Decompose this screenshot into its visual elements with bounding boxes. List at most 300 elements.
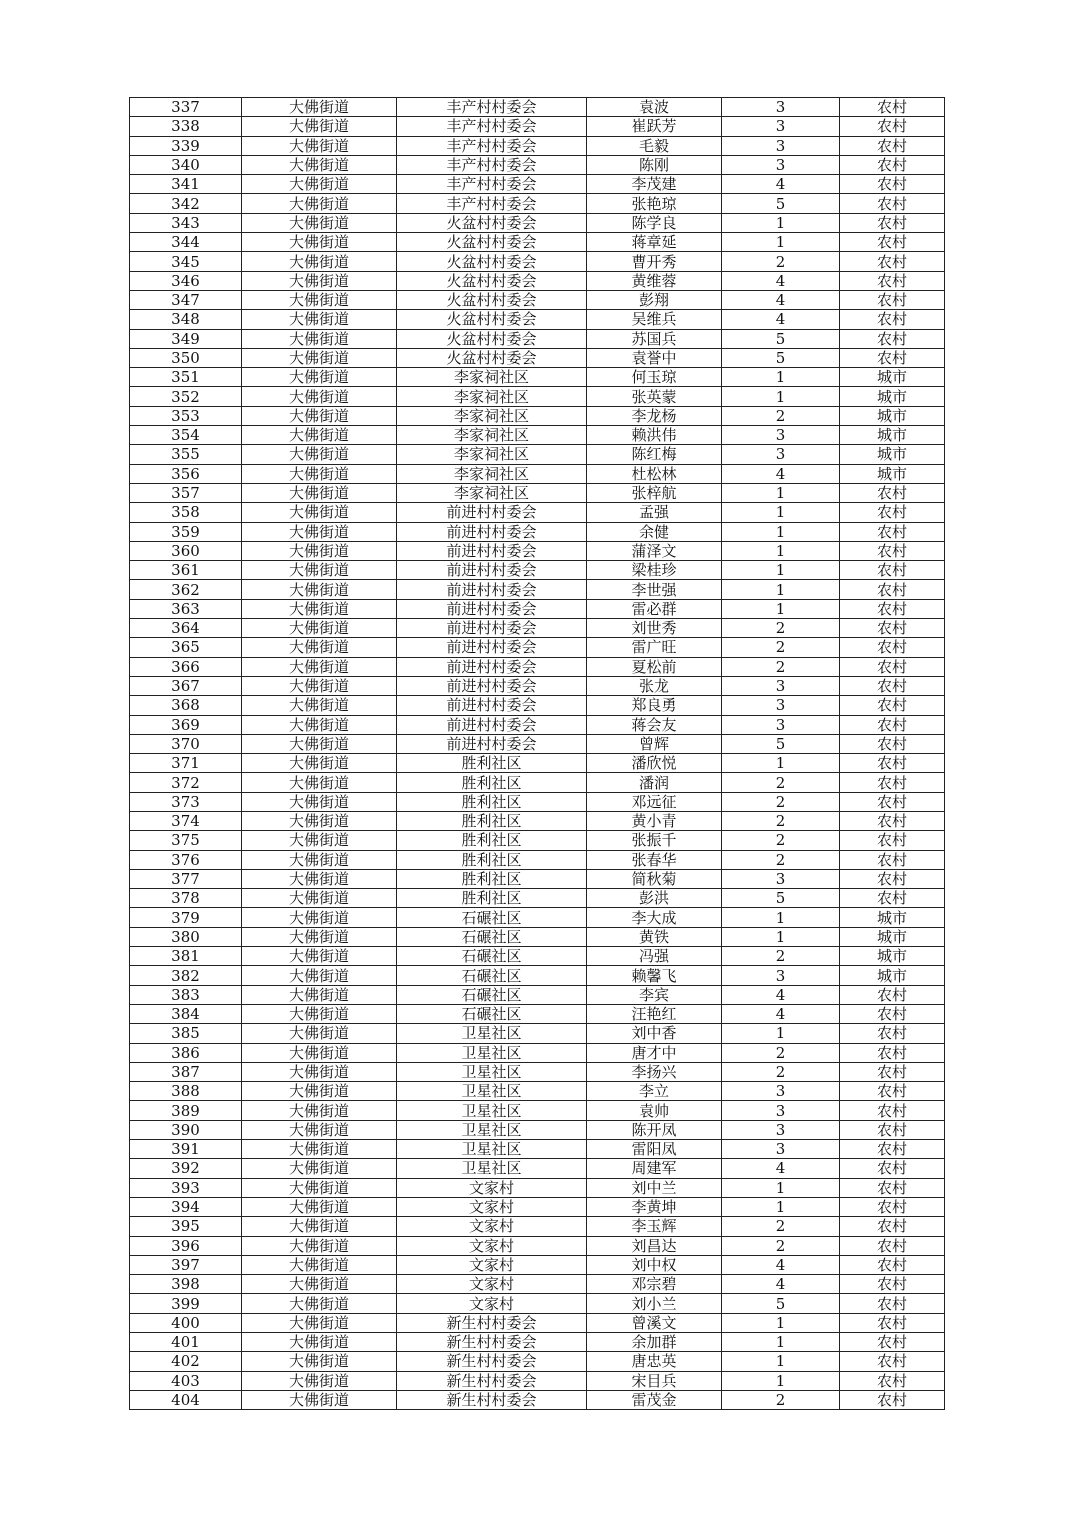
row-number-cell: 400 bbox=[130, 1313, 242, 1332]
row-number-cell: 380 bbox=[130, 927, 242, 946]
table-row bbox=[130, 619, 945, 638]
street-cell: 大佛街道 bbox=[242, 754, 397, 773]
level-cell: 4 bbox=[722, 310, 840, 329]
level-cell: 1 bbox=[722, 908, 840, 927]
community-cell: 卫星社区 bbox=[397, 1082, 587, 1101]
community-cell: 火盆村村委会 bbox=[397, 233, 587, 252]
name-cell: 蒲泽文 bbox=[587, 541, 722, 560]
table-row bbox=[130, 985, 945, 1004]
area-type-cell: 农村 bbox=[840, 310, 945, 329]
area-type-cell: 农村 bbox=[840, 1120, 945, 1139]
street-cell: 大佛街道 bbox=[242, 1275, 397, 1294]
area-type-cell: 农村 bbox=[840, 889, 945, 908]
table-row bbox=[130, 811, 945, 830]
name-cell: 邓宗碧 bbox=[587, 1275, 722, 1294]
row-number-cell: 404 bbox=[130, 1390, 242, 1409]
name-cell: 刘世秀 bbox=[587, 619, 722, 638]
name-cell: 吴维兵 bbox=[587, 310, 722, 329]
area-type-cell: 农村 bbox=[840, 117, 945, 136]
table-row bbox=[130, 541, 945, 560]
name-cell: 简秋菊 bbox=[587, 869, 722, 888]
street-cell: 大佛街道 bbox=[242, 426, 397, 445]
table-row bbox=[130, 850, 945, 869]
community-cell: 李家祠社区 bbox=[397, 483, 587, 502]
area-type-cell: 农村 bbox=[840, 136, 945, 155]
community-cell: 胜利社区 bbox=[397, 869, 587, 888]
area-type-cell: 农村 bbox=[840, 271, 945, 290]
name-cell: 苏国兵 bbox=[587, 329, 722, 348]
community-cell: 李家祠社区 bbox=[397, 464, 587, 483]
community-cell: 新生村村委会 bbox=[397, 1333, 587, 1352]
level-cell: 1 bbox=[722, 541, 840, 560]
level-cell: 3 bbox=[722, 1140, 840, 1159]
level-cell: 4 bbox=[722, 985, 840, 1004]
row-number-cell: 384 bbox=[130, 1004, 242, 1023]
street-cell: 大佛街道 bbox=[242, 1217, 397, 1236]
row-number-cell: 360 bbox=[130, 541, 242, 560]
level-cell: 4 bbox=[722, 175, 840, 194]
street-cell: 大佛街道 bbox=[242, 1178, 397, 1197]
level-cell: 2 bbox=[722, 252, 840, 271]
row-number-cell: 388 bbox=[130, 1082, 242, 1101]
table-row bbox=[130, 1313, 945, 1332]
level-cell: 3 bbox=[722, 1120, 840, 1139]
level-cell: 3 bbox=[722, 696, 840, 715]
row-number-cell: 354 bbox=[130, 426, 242, 445]
community-cell: 火盆村村委会 bbox=[397, 252, 587, 271]
level-cell: 3 bbox=[722, 966, 840, 985]
name-cell: 陈红梅 bbox=[587, 445, 722, 464]
community-cell: 胜利社区 bbox=[397, 831, 587, 850]
street-cell: 大佛街道 bbox=[242, 503, 397, 522]
area-type-cell: 农村 bbox=[840, 1313, 945, 1332]
row-number-cell: 361 bbox=[130, 561, 242, 580]
row-number-cell: 383 bbox=[130, 985, 242, 1004]
level-cell: 1 bbox=[722, 599, 840, 618]
name-cell: 何玉琼 bbox=[587, 368, 722, 387]
street-cell: 大佛街道 bbox=[242, 1197, 397, 1216]
area-type-cell: 农村 bbox=[840, 1236, 945, 1255]
community-cell: 文家村 bbox=[397, 1178, 587, 1197]
street-cell: 大佛街道 bbox=[242, 715, 397, 734]
community-cell: 文家村 bbox=[397, 1294, 587, 1313]
street-cell: 大佛街道 bbox=[242, 773, 397, 792]
level-cell: 2 bbox=[722, 773, 840, 792]
community-cell: 丰产村村委会 bbox=[397, 117, 587, 136]
level-cell: 1 bbox=[722, 233, 840, 252]
area-type-cell: 城市 bbox=[840, 966, 945, 985]
row-number-cell: 399 bbox=[130, 1294, 242, 1313]
community-cell: 李家祠社区 bbox=[397, 406, 587, 425]
street-cell: 大佛街道 bbox=[242, 483, 397, 502]
area-type-cell: 农村 bbox=[840, 483, 945, 502]
table-row bbox=[130, 1082, 945, 1101]
community-cell: 新生村村委会 bbox=[397, 1313, 587, 1332]
name-cell: 余健 bbox=[587, 522, 722, 541]
table-row bbox=[130, 1120, 945, 1139]
community-cell: 前进村村委会 bbox=[397, 503, 587, 522]
level-cell: 1 bbox=[722, 1313, 840, 1332]
table-row bbox=[130, 715, 945, 734]
name-cell: 唐才中 bbox=[587, 1043, 722, 1062]
level-cell: 4 bbox=[722, 1004, 840, 1023]
level-cell: 1 bbox=[722, 1352, 840, 1371]
level-cell: 1 bbox=[722, 483, 840, 502]
street-cell: 大佛街道 bbox=[242, 213, 397, 232]
name-cell: 刘小兰 bbox=[587, 1294, 722, 1313]
area-type-cell: 城市 bbox=[840, 368, 945, 387]
community-cell: 新生村村委会 bbox=[397, 1390, 587, 1409]
row-number-cell: 393 bbox=[130, 1178, 242, 1197]
level-cell: 4 bbox=[722, 1275, 840, 1294]
name-cell: 李扬兴 bbox=[587, 1062, 722, 1081]
table-row bbox=[130, 464, 945, 483]
name-cell: 唐忠英 bbox=[587, 1352, 722, 1371]
area-type-cell: 城市 bbox=[840, 387, 945, 406]
row-number-cell: 343 bbox=[130, 213, 242, 232]
row-number-cell: 397 bbox=[130, 1255, 242, 1274]
street-cell: 大佛街道 bbox=[242, 580, 397, 599]
row-number-cell: 349 bbox=[130, 329, 242, 348]
name-cell: 刘中香 bbox=[587, 1024, 722, 1043]
name-cell: 李茂建 bbox=[587, 175, 722, 194]
table-row bbox=[130, 98, 945, 117]
street-cell: 大佛街道 bbox=[242, 445, 397, 464]
street-cell: 大佛街道 bbox=[242, 290, 397, 309]
street-cell: 大佛街道 bbox=[242, 194, 397, 213]
area-type-cell: 农村 bbox=[840, 850, 945, 869]
level-cell: 3 bbox=[722, 426, 840, 445]
street-cell: 大佛街道 bbox=[242, 271, 397, 290]
table-row bbox=[130, 947, 945, 966]
level-cell: 2 bbox=[722, 1043, 840, 1062]
level-cell: 3 bbox=[722, 98, 840, 117]
area-type-cell: 农村 bbox=[840, 734, 945, 753]
row-number-cell: 374 bbox=[130, 811, 242, 830]
table-row bbox=[130, 1024, 945, 1043]
name-cell: 冯强 bbox=[587, 947, 722, 966]
level-cell: 3 bbox=[722, 1101, 840, 1120]
level-cell: 4 bbox=[722, 1159, 840, 1178]
table-row bbox=[130, 1333, 945, 1352]
area-type-cell: 农村 bbox=[840, 792, 945, 811]
name-cell: 孟强 bbox=[587, 503, 722, 522]
community-cell: 火盆村村委会 bbox=[397, 310, 587, 329]
community-cell: 前进村村委会 bbox=[397, 696, 587, 715]
area-type-cell: 农村 bbox=[840, 1159, 945, 1178]
table-row bbox=[130, 503, 945, 522]
level-cell: 2 bbox=[722, 1062, 840, 1081]
area-type-cell: 农村 bbox=[840, 561, 945, 580]
level-cell: 1 bbox=[722, 213, 840, 232]
street-cell: 大佛街道 bbox=[242, 1352, 397, 1371]
row-number-cell: 371 bbox=[130, 754, 242, 773]
street-cell: 大佛街道 bbox=[242, 1294, 397, 1313]
table-row bbox=[130, 155, 945, 174]
community-cell: 前进村村委会 bbox=[397, 599, 587, 618]
street-cell: 大佛街道 bbox=[242, 811, 397, 830]
area-type-cell: 农村 bbox=[840, 348, 945, 367]
community-cell: 胜利社区 bbox=[397, 811, 587, 830]
street-cell: 大佛街道 bbox=[242, 831, 397, 850]
level-cell: 2 bbox=[722, 850, 840, 869]
row-number-cell: 362 bbox=[130, 580, 242, 599]
community-cell: 前进村村委会 bbox=[397, 657, 587, 676]
level-cell: 1 bbox=[722, 1371, 840, 1390]
row-number-cell: 370 bbox=[130, 734, 242, 753]
level-cell: 1 bbox=[722, 1197, 840, 1216]
street-cell: 大佛街道 bbox=[242, 561, 397, 580]
area-type-cell: 农村 bbox=[840, 619, 945, 638]
street-cell: 大佛街道 bbox=[242, 1236, 397, 1255]
community-cell: 石碾社区 bbox=[397, 908, 587, 927]
row-number-cell: 401 bbox=[130, 1333, 242, 1352]
street-cell: 大佛街道 bbox=[242, 252, 397, 271]
name-cell: 雷广旺 bbox=[587, 638, 722, 657]
name-cell: 袁誉中 bbox=[587, 348, 722, 367]
row-number-cell: 344 bbox=[130, 233, 242, 252]
area-type-cell: 农村 bbox=[840, 1371, 945, 1390]
level-cell: 1 bbox=[722, 1333, 840, 1352]
table-row bbox=[130, 792, 945, 811]
row-number-cell: 402 bbox=[130, 1352, 242, 1371]
street-cell: 大佛街道 bbox=[242, 850, 397, 869]
community-cell: 丰产村村委会 bbox=[397, 136, 587, 155]
name-cell: 黄维蓉 bbox=[587, 271, 722, 290]
area-type-cell: 农村 bbox=[840, 638, 945, 657]
street-cell: 大佛街道 bbox=[242, 233, 397, 252]
table-row bbox=[130, 599, 945, 618]
community-cell: 文家村 bbox=[397, 1255, 587, 1274]
area-type-cell: 农村 bbox=[840, 599, 945, 618]
table-row bbox=[130, 136, 945, 155]
row-number-cell: 368 bbox=[130, 696, 242, 715]
street-cell: 大佛街道 bbox=[242, 947, 397, 966]
name-cell: 毛毅 bbox=[587, 136, 722, 155]
name-cell: 周建军 bbox=[587, 1159, 722, 1178]
community-cell: 前进村村委会 bbox=[397, 522, 587, 541]
area-type-cell: 农村 bbox=[840, 676, 945, 695]
table-row bbox=[130, 310, 945, 329]
area-type-cell: 农村 bbox=[840, 715, 945, 734]
area-type-cell: 农村 bbox=[840, 754, 945, 773]
street-cell: 大佛街道 bbox=[242, 619, 397, 638]
street-cell: 大佛街道 bbox=[242, 1101, 397, 1120]
street-cell: 大佛街道 bbox=[242, 1255, 397, 1274]
area-type-cell: 农村 bbox=[840, 503, 945, 522]
level-cell: 4 bbox=[722, 290, 840, 309]
name-cell: 张春华 bbox=[587, 850, 722, 869]
row-number-cell: 365 bbox=[130, 638, 242, 657]
street-cell: 大佛街道 bbox=[242, 98, 397, 117]
community-cell: 胜利社区 bbox=[397, 754, 587, 773]
table-row bbox=[130, 522, 945, 541]
level-cell: 3 bbox=[722, 117, 840, 136]
community-cell: 李家祠社区 bbox=[397, 426, 587, 445]
row-number-cell: 363 bbox=[130, 599, 242, 618]
level-cell: 1 bbox=[722, 927, 840, 946]
level-cell: 5 bbox=[722, 734, 840, 753]
street-cell: 大佛街道 bbox=[242, 638, 397, 657]
table-row bbox=[130, 368, 945, 387]
area-type-cell: 农村 bbox=[840, 233, 945, 252]
row-number-cell: 392 bbox=[130, 1159, 242, 1178]
area-type-cell: 农村 bbox=[840, 1390, 945, 1409]
street-cell: 大佛街道 bbox=[242, 676, 397, 695]
street-cell: 大佛街道 bbox=[242, 310, 397, 329]
table-row bbox=[130, 271, 945, 290]
name-cell: 黄小青 bbox=[587, 811, 722, 830]
table-row bbox=[130, 348, 945, 367]
table-row bbox=[130, 1101, 945, 1120]
street-cell: 大佛街道 bbox=[242, 734, 397, 753]
table-row bbox=[130, 1159, 945, 1178]
name-cell: 李立 bbox=[587, 1082, 722, 1101]
area-type-cell: 农村 bbox=[840, 1043, 945, 1062]
name-cell: 刘中兰 bbox=[587, 1178, 722, 1197]
row-number-cell: 364 bbox=[130, 619, 242, 638]
table-row bbox=[130, 329, 945, 348]
area-type-cell: 农村 bbox=[840, 155, 945, 174]
name-cell: 余加群 bbox=[587, 1333, 722, 1352]
area-type-cell: 农村 bbox=[840, 522, 945, 541]
row-number-cell: 391 bbox=[130, 1140, 242, 1159]
area-type-cell: 农村 bbox=[840, 657, 945, 676]
table-row bbox=[130, 773, 945, 792]
row-number-cell: 372 bbox=[130, 773, 242, 792]
roster-table bbox=[129, 97, 945, 1410]
community-cell: 前进村村委会 bbox=[397, 638, 587, 657]
row-number-cell: 352 bbox=[130, 387, 242, 406]
level-cell: 4 bbox=[722, 1255, 840, 1274]
area-type-cell: 农村 bbox=[840, 98, 945, 117]
name-cell: 曾溪文 bbox=[587, 1313, 722, 1332]
name-cell: 张梓航 bbox=[587, 483, 722, 502]
row-number-cell: 381 bbox=[130, 947, 242, 966]
row-number-cell: 395 bbox=[130, 1217, 242, 1236]
name-cell: 袁波 bbox=[587, 98, 722, 117]
name-cell: 杜松林 bbox=[587, 464, 722, 483]
name-cell: 张振千 bbox=[587, 831, 722, 850]
community-cell: 胜利社区 bbox=[397, 850, 587, 869]
row-number-cell: 387 bbox=[130, 1062, 242, 1081]
area-type-cell: 农村 bbox=[840, 252, 945, 271]
area-type-cell: 农村 bbox=[840, 541, 945, 560]
area-type-cell: 农村 bbox=[840, 1082, 945, 1101]
community-cell: 石碾社区 bbox=[397, 966, 587, 985]
level-cell: 1 bbox=[722, 1178, 840, 1197]
community-cell: 火盆村村委会 bbox=[397, 329, 587, 348]
row-number-cell: 348 bbox=[130, 310, 242, 329]
community-cell: 火盆村村委会 bbox=[397, 290, 587, 309]
street-cell: 大佛街道 bbox=[242, 1371, 397, 1390]
name-cell: 李龙杨 bbox=[587, 406, 722, 425]
community-cell: 丰产村村委会 bbox=[397, 194, 587, 213]
area-type-cell: 城市 bbox=[840, 464, 945, 483]
community-cell: 前进村村委会 bbox=[397, 561, 587, 580]
level-cell: 2 bbox=[722, 831, 840, 850]
table-row bbox=[130, 1390, 945, 1409]
area-type-cell: 城市 bbox=[840, 406, 945, 425]
community-cell: 胜利社区 bbox=[397, 773, 587, 792]
level-cell: 3 bbox=[722, 715, 840, 734]
area-type-cell: 城市 bbox=[840, 908, 945, 927]
area-type-cell: 农村 bbox=[840, 985, 945, 1004]
table-row bbox=[130, 213, 945, 232]
community-cell: 胜利社区 bbox=[397, 889, 587, 908]
table-row bbox=[130, 1197, 945, 1216]
table-row bbox=[130, 175, 945, 194]
row-number-cell: 342 bbox=[130, 194, 242, 213]
level-cell: 2 bbox=[722, 1236, 840, 1255]
community-cell: 卫星社区 bbox=[397, 1120, 587, 1139]
community-cell: 卫星社区 bbox=[397, 1159, 587, 1178]
row-number-cell: 385 bbox=[130, 1024, 242, 1043]
table-row bbox=[130, 734, 945, 753]
street-cell: 大佛街道 bbox=[242, 329, 397, 348]
name-cell: 赖馨飞 bbox=[587, 966, 722, 985]
level-cell: 3 bbox=[722, 136, 840, 155]
table-row bbox=[130, 927, 945, 946]
community-cell: 火盆村村委会 bbox=[397, 271, 587, 290]
table-row bbox=[130, 1255, 945, 1274]
row-number-cell: 403 bbox=[130, 1371, 242, 1390]
table-row bbox=[130, 1236, 945, 1255]
community-cell: 石碾社区 bbox=[397, 1004, 587, 1023]
level-cell: 3 bbox=[722, 445, 840, 464]
street-cell: 大佛街道 bbox=[242, 1004, 397, 1023]
name-cell: 彭洪 bbox=[587, 889, 722, 908]
table-row bbox=[130, 831, 945, 850]
table-row bbox=[130, 1275, 945, 1294]
area-type-cell: 农村 bbox=[840, 1024, 945, 1043]
name-cell: 黄铁 bbox=[587, 927, 722, 946]
community-cell: 前进村村委会 bbox=[397, 676, 587, 695]
street-cell: 大佛街道 bbox=[242, 1120, 397, 1139]
row-number-cell: 369 bbox=[130, 715, 242, 734]
table-row bbox=[130, 290, 945, 309]
table-row bbox=[130, 1140, 945, 1159]
table-row bbox=[130, 1294, 945, 1313]
row-number-cell: 394 bbox=[130, 1197, 242, 1216]
name-cell: 曹开秀 bbox=[587, 252, 722, 271]
street-cell: 大佛街道 bbox=[242, 541, 397, 560]
street-cell: 大佛街道 bbox=[242, 387, 397, 406]
area-type-cell: 城市 bbox=[840, 426, 945, 445]
community-cell: 卫星社区 bbox=[397, 1062, 587, 1081]
row-number-cell: 376 bbox=[130, 850, 242, 869]
area-type-cell: 城市 bbox=[840, 445, 945, 464]
community-cell: 文家村 bbox=[397, 1236, 587, 1255]
community-cell: 新生村村委会 bbox=[397, 1352, 587, 1371]
street-cell: 大佛街道 bbox=[242, 1082, 397, 1101]
name-cell: 彭翔 bbox=[587, 290, 722, 309]
row-number-cell: 345 bbox=[130, 252, 242, 271]
name-cell: 赖洪伟 bbox=[587, 426, 722, 445]
area-type-cell: 农村 bbox=[840, 1140, 945, 1159]
area-type-cell: 农村 bbox=[840, 1275, 945, 1294]
street-cell: 大佛街道 bbox=[242, 155, 397, 174]
row-number-cell: 355 bbox=[130, 445, 242, 464]
street-cell: 大佛街道 bbox=[242, 175, 397, 194]
name-cell: 袁帅 bbox=[587, 1101, 722, 1120]
area-type-cell: 城市 bbox=[840, 947, 945, 966]
row-number-cell: 351 bbox=[130, 368, 242, 387]
community-cell: 新生村村委会 bbox=[397, 1371, 587, 1390]
name-cell: 刘中权 bbox=[587, 1255, 722, 1274]
street-cell: 大佛街道 bbox=[242, 889, 397, 908]
level-cell: 5 bbox=[722, 194, 840, 213]
